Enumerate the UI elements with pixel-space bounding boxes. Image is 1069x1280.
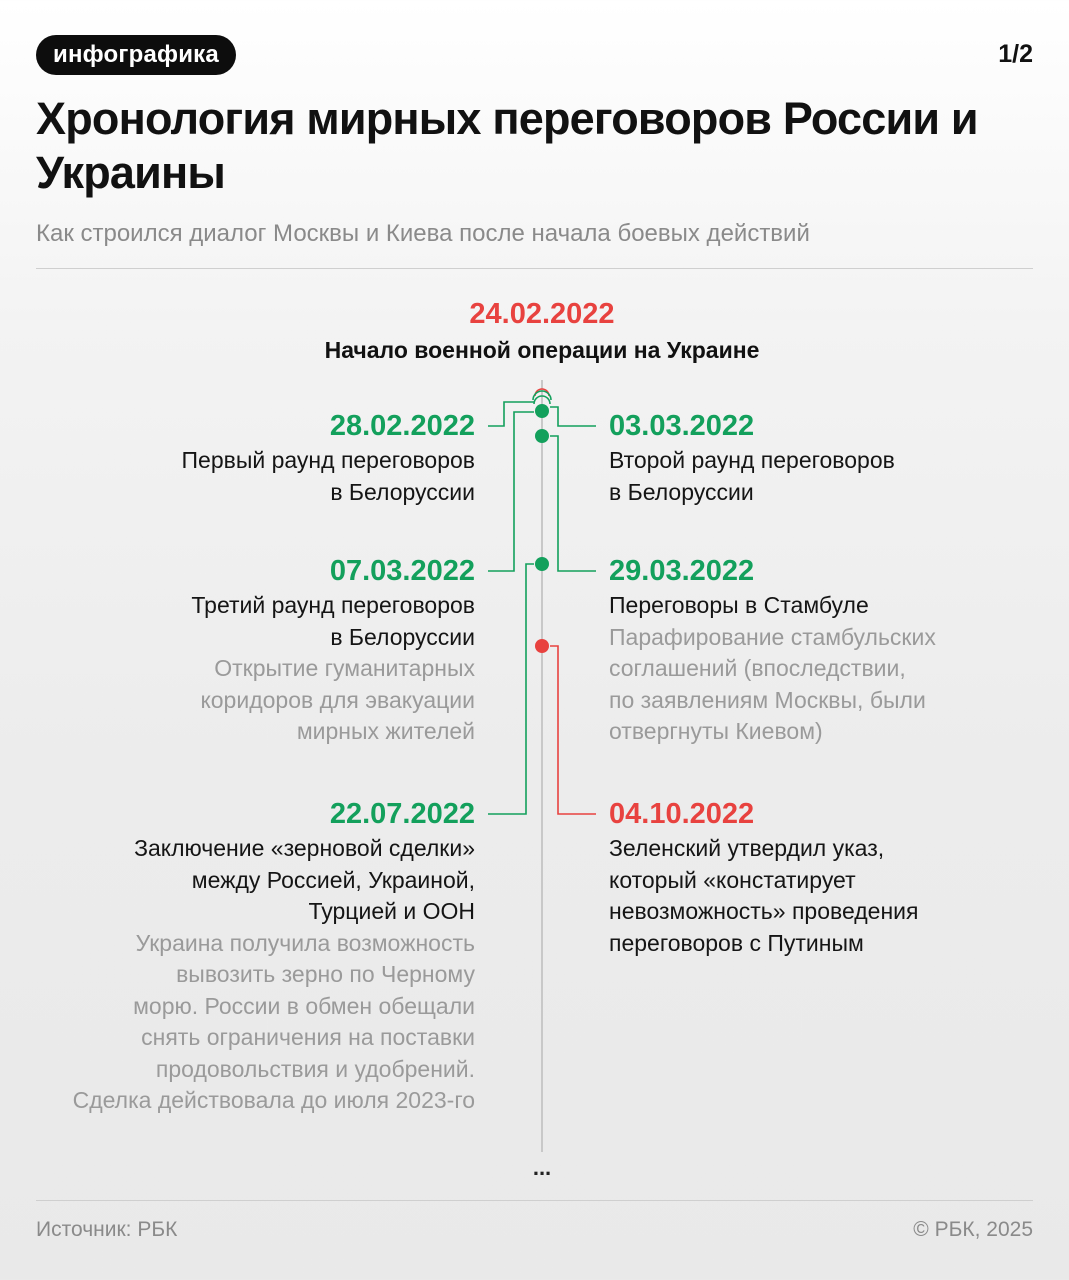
page-indicator: 1/2 (998, 40, 1033, 68)
event-title: Переговоры в Стамбуле (609, 592, 869, 618)
connector-28-02 (488, 402, 534, 426)
connector-22-07 (488, 564, 534, 814)
event-date: 29.03.2022 (609, 555, 755, 587)
infographic-badge: инфографика (36, 35, 236, 75)
event-dot-04-10 (535, 639, 549, 653)
event-dot-03-03 (535, 429, 549, 443)
event-date: 04.10.2022 (609, 798, 755, 830)
timeline-continuation: ... (532, 1155, 552, 1180)
event-date: 22.07.2022 (329, 798, 475, 830)
footer-divider (36, 1200, 1033, 1201)
event-note: Парафирование стамбульских соглашений (впоследствии, по заявлениям Москвы, были отвергнуты Киевом) (609, 623, 936, 744)
start-date: 24.02.2022 (469, 298, 615, 330)
event-04-10-2022 (609, 796, 918, 959)
event-title: Второй раунд переговоров в Белоруссии (609, 447, 895, 505)
event-note: Украина получила возможность вывозить зерно по Черному морю. России в обмен обещали снять ограничения на поставки продовольствия и удобрений. Сделка действовала до июля 2023-го (72, 929, 475, 1113)
connector-29-03 (550, 436, 596, 571)
event-03-03-2022 (609, 408, 895, 508)
page-title: Хронология мирных переговоров России и Украины (36, 93, 978, 198)
event-date: 28.02.2022 (329, 410, 475, 442)
event-date: 03.03.2022 (609, 410, 755, 442)
connector-03-03 (550, 407, 596, 426)
event-title: Зеленский утвердил указ, который «констатирует невозможность» проведения переговоров с Путиным (609, 835, 919, 956)
footer-source: Источник: РБК (36, 1218, 178, 1241)
connector-07-03 (488, 412, 534, 571)
event-dot-28-02 (535, 404, 549, 418)
event-dot-07-03 (535, 557, 549, 571)
event-title: Первый раунд переговоров в Белоруссии (181, 447, 475, 505)
event-22-07-2022 (73, 796, 475, 1117)
event-title: Третий раунд переговоров в Белоруссии (191, 592, 475, 650)
event-07-03-2022 (191, 553, 475, 748)
event-note: Открытие гуманитарных коридоров для эвакуации мирных жителей (200, 655, 475, 744)
event-date: 07.03.2022 (329, 555, 475, 587)
event-29-03-2022 (609, 553, 936, 748)
event-28-02-2022 (182, 408, 476, 508)
start-title: Начало военной операции на Украине (324, 337, 760, 363)
connector-04-10 (550, 646, 596, 814)
page-subtitle: Как строился диалог Москвы и Киева после начала боевых действий (36, 220, 810, 247)
footer-copyright: © РБК, 2025 (913, 1218, 1033, 1241)
event-title: Заключение «зерновой сделки» между Россией, Украиной, Турцией и ООН (134, 835, 475, 924)
